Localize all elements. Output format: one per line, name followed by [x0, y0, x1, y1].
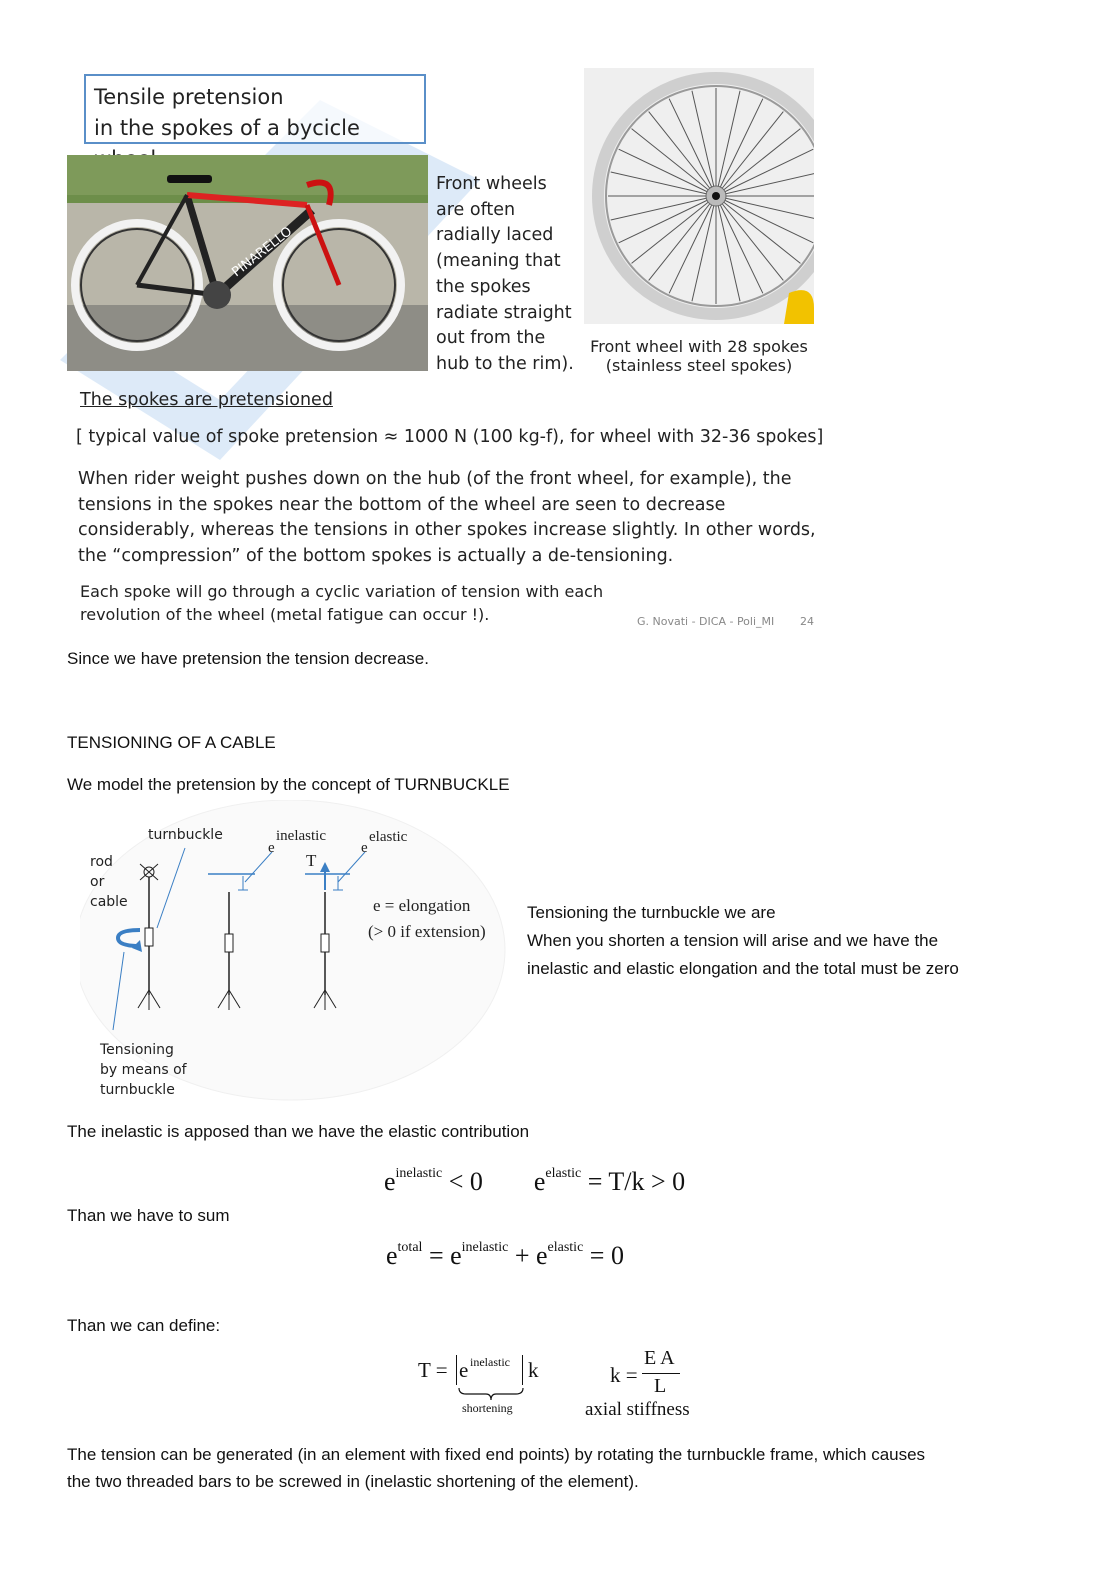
- front-wheels-text: [436, 172, 574, 378]
- eq-equals: =: [428, 1241, 444, 1270]
- underbrace-icon: [458, 1387, 524, 1401]
- front-wheels-line: radially laced: [436, 225, 554, 246]
- pretension-note: Since we have pretension the tension decrease.: [67, 649, 429, 668]
- typical-value-text: [ typical value of spoke pretension ≈ 1000 N (100 kg-f), for wheel with 32-36 spokes]: [76, 427, 824, 447]
- inelastic-note: The inelastic is apposed than we have the elastic contribution: [67, 1122, 530, 1141]
- tensioning-line: When you shorten a tension will arise and we have the: [527, 931, 939, 950]
- cyclic-paragraph: [80, 580, 603, 626]
- tensioning-text: [527, 899, 959, 983]
- eq-e: e: [450, 1241, 462, 1270]
- eq-gt-zero: > 0: [651, 1167, 686, 1196]
- eq-sup-inelastic: inelastic: [395, 1166, 443, 1181]
- slide-page-number: 24: [800, 615, 814, 628]
- front-wheels-line: the spokes: [436, 276, 531, 297]
- front-wheels-line: hub to the rim).: [436, 353, 574, 374]
- eq-e: e: [533, 1167, 546, 1196]
- wheel-caption: [584, 337, 814, 375]
- cable-label: cable: [90, 894, 128, 910]
- final-line: The tension can be generated (in an element with fixed end points) by rotating the turnbuckle frame, which causes: [67, 1445, 926, 1464]
- axial-stiffness-label: axial stiffness: [585, 1399, 690, 1420]
- eq-e: e: [459, 1358, 469, 1382]
- pretensioned-heading: The spokes are pretensioned: [80, 390, 333, 410]
- slide-title-line-1: Tensile pretension: [94, 85, 284, 109]
- eq-eq-zero: = 0: [589, 1241, 624, 1270]
- cyclic-line: Each spoke will go through a cyclic variation of tension with each: [80, 582, 604, 601]
- slide-title-box: [84, 74, 426, 144]
- slide-title-line-2: in the spokes of a bycicle: [94, 116, 360, 140]
- front-wheels-line: radiate straight: [436, 302, 572, 323]
- eq-sup-inelastic: inelastic: [470, 1355, 510, 1369]
- e-inelastic-symbol: e: [268, 840, 275, 856]
- wheel-photo: [584, 68, 814, 324]
- sum-note: Than we have to sum: [67, 1206, 230, 1225]
- inelastic-label: inelastic: [276, 828, 326, 844]
- front-wheels-line: (meaning that: [436, 251, 561, 272]
- eq-e: e: [384, 1167, 396, 1196]
- slide-footer: G. Novati - DICA - Poli_MI: [637, 615, 775, 628]
- eq-t-equals: T =: [418, 1358, 448, 1382]
- eq-ea: E A: [644, 1347, 675, 1369]
- e-elastic-symbol: e: [361, 840, 368, 856]
- section-title: TENSIONING OF A CABLE: [67, 733, 276, 752]
- tensioning-label-line: by means of: [100, 1062, 187, 1078]
- tensioning-line: Tensioning the turnbuckle we are: [527, 903, 776, 922]
- tensioning-label-line: Tensioning: [100, 1042, 174, 1058]
- eq-sup-elastic: elastic: [547, 1240, 584, 1255]
- bike-brand-label: PINARELLO: [229, 224, 296, 281]
- tensioning-line: inelastic and elastic elongation and the total must be zero: [527, 959, 959, 978]
- wheel-caption-line-1: Front wheel with 28 spokes: [590, 337, 808, 356]
- cyclic-line: revolution of the wheel (metal fatigue can occur !).: [80, 605, 490, 624]
- eq-plus: +: [514, 1241, 530, 1270]
- tensioning-label-line: turnbuckle: [100, 1082, 175, 1098]
- eq-sup-elastic: elastic: [545, 1166, 582, 1181]
- rider-line: considerably, whereas the tensions in other spokes increase slightly. In other words,: [78, 520, 816, 540]
- rider-line: When rider weight pushes down on the hub (of the front wheel, for example), the: [78, 469, 792, 489]
- elongation-label: e = elongation: [373, 896, 471, 915]
- define-note: Than we can define:: [67, 1316, 221, 1335]
- tension-symbol: T: [306, 851, 317, 870]
- equation-total: [386, 1240, 624, 1271]
- equation-inelastic-elastic: [384, 1166, 685, 1197]
- eq-sup-total: total: [397, 1240, 423, 1255]
- front-wheels-line: are often: [436, 199, 516, 220]
- turnbuckle-label: turnbuckle: [148, 827, 223, 843]
- eq-e: e: [386, 1241, 398, 1270]
- final-line: the two threaded bars to be screwed in (inelastic shortening of the element).: [67, 1472, 639, 1491]
- front-wheels-line: out from the: [436, 328, 546, 349]
- eq-e: e: [535, 1241, 548, 1270]
- eq-k: k: [528, 1358, 539, 1382]
- eq-lt-zero: < 0: [448, 1167, 483, 1196]
- eq-l: L: [654, 1375, 667, 1397]
- extension-label: (> 0 if extension): [368, 922, 486, 941]
- turnbuckle-note: We model the pretension by the concept of TURNBUCKLE: [67, 775, 510, 794]
- final-paragraph: [67, 1441, 925, 1495]
- rod-label: rod: [90, 854, 113, 870]
- turnbuckle-diagram: [80, 800, 510, 1110]
- eq-t-over-k: = T/k: [587, 1167, 645, 1196]
- eq-k-equals: k =: [610, 1363, 638, 1387]
- bicycle-photo: [67, 155, 428, 371]
- rider-line: the “compression” of the bottom spokes is actually a de-tensioning.: [78, 545, 674, 566]
- rider-line: tensions in the spokes near the bottom of the wheel are seen to decrease: [78, 494, 726, 515]
- front-wheels-line: Front wheels: [436, 174, 547, 194]
- wheel-caption-line-2: (stainless steel spokes): [605, 356, 793, 375]
- or-label: or: [90, 874, 105, 890]
- eq-sup-inelastic: inelastic: [461, 1240, 509, 1255]
- rider-paragraph: [78, 467, 816, 569]
- elastic-label: elastic: [369, 829, 408, 845]
- equation-tension: [418, 1347, 718, 1420]
- eq-shortening-label: shortening: [462, 1401, 513, 1415]
